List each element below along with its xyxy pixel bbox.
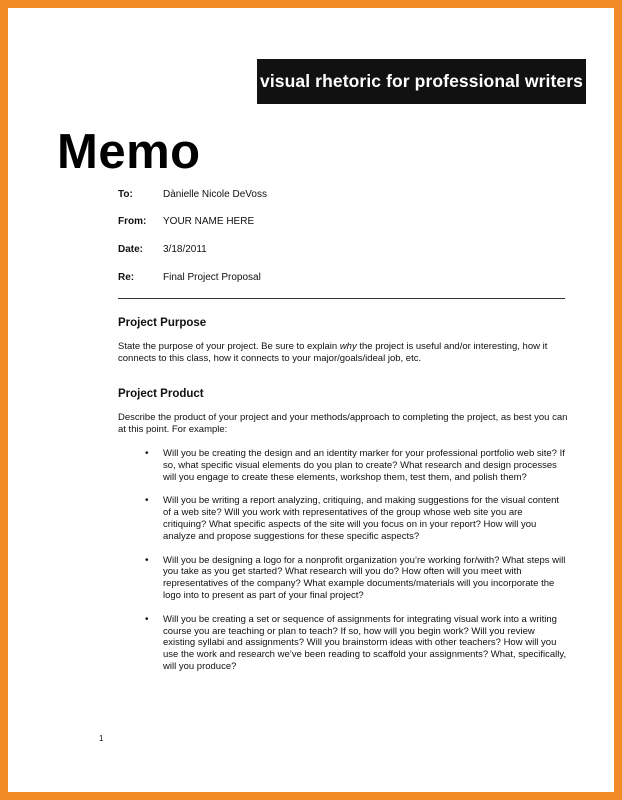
from-label: From: bbox=[118, 216, 147, 227]
bullet-icon: • bbox=[145, 554, 149, 566]
to-value: Dànielle Nicole DeVoss bbox=[163, 189, 267, 200]
list-item-text: Will you be writing a report analyzing, critiquing, and making suggestions for the visual content of a web site? Will you work with representatives of the group whose web site you are critiquing? What specific aspects of the site will you focus on in your report? How will you analyze and propose suggestions for these specific aspects? bbox=[163, 495, 560, 542]
date-label: Date: bbox=[118, 244, 144, 255]
product-heading: Project Product bbox=[118, 388, 204, 400]
re-value: Final Project Proposal bbox=[163, 272, 261, 283]
re-label: Re: bbox=[118, 272, 135, 283]
product-examples-list bbox=[118, 448, 568, 685]
product-intro: Describe the product of your project and your methods/approach to completing the project, as best you can at this point. For example: bbox=[118, 412, 568, 435]
bullet-icon: • bbox=[145, 613, 149, 625]
to-label: To: bbox=[118, 189, 133, 200]
memo-page bbox=[8, 8, 614, 792]
list-item bbox=[118, 448, 568, 483]
purpose-text-end: the project is useful and/or interesting, how it connects to this class, how it connects to your major/goals/ideal job, etc. bbox=[118, 341, 548, 364]
memo-title: Memo bbox=[57, 125, 201, 179]
list-item-text: Will you be designing a logo for a nonprofit organization you’re working for/with? What steps will you take as you get started? What research will you do? How often will you meet with representatives of the company? What example documents/materials will you incorporate the logo into to present as part of your final project? bbox=[163, 554, 566, 601]
bullet-icon: • bbox=[145, 448, 149, 459]
from-value: YOUR NAME HERE bbox=[163, 216, 255, 227]
purpose-text bbox=[118, 341, 568, 365]
list-item-text: Will you be creating the design and an identity marker for your professional portfolio web site? If so, what specific visual elements do you plan to create? What research and design processes will you engage to create these elements, workshop them, test them, and polish them? bbox=[163, 448, 565, 483]
list-item-text: Will you be creating a set or sequence of assignments for integrating visual work into a writing course you are teaching or plan to teach? If so, how will you begin work? Will you review existing syllabi and assignments? Will you brainstorm ideas with other teachers? How will you use the work and research we’ve been reading to scaffold your assignments? What, specifically, will you produce? bbox=[163, 613, 567, 672]
list-item bbox=[118, 614, 568, 673]
list-item bbox=[118, 495, 568, 542]
page-number: 1 bbox=[99, 734, 104, 743]
course-banner: visual rhetoric for professional writers bbox=[257, 59, 586, 104]
list-item bbox=[118, 555, 568, 602]
date-value: 3/18/2011 bbox=[163, 244, 207, 255]
purpose-heading: Project Purpose bbox=[118, 317, 207, 329]
purpose-emphasis: why bbox=[339, 341, 357, 352]
bullet-icon: • bbox=[145, 495, 149, 507]
header-divider bbox=[118, 298, 565, 299]
purpose-text-start: State the purpose of your project. Be sure to explain bbox=[118, 341, 340, 352]
